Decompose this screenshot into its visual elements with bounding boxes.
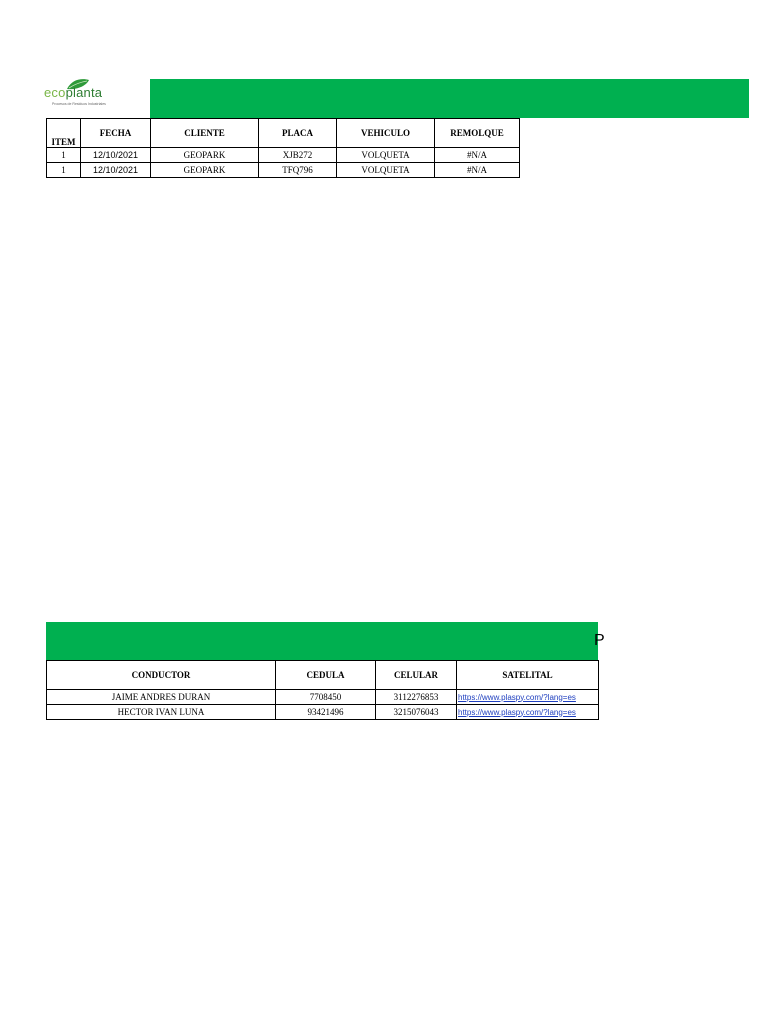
column-header: PLACA bbox=[259, 119, 337, 148]
band-title-fragment: P bbox=[594, 632, 605, 649]
table-cell: GEOPARK bbox=[151, 148, 259, 163]
table-cell: VOLQUETA bbox=[337, 148, 435, 163]
column-header: CONDUCTOR bbox=[47, 661, 276, 690]
table-cell: 93421496 bbox=[276, 705, 376, 720]
table-row bbox=[47, 148, 520, 163]
table-cell: VOLQUETA bbox=[337, 163, 435, 178]
table-cell: 3112276853 bbox=[376, 690, 457, 705]
table-cell: 3215076043 bbox=[376, 705, 457, 720]
table-cell: 1 bbox=[47, 148, 81, 163]
column-header: CLIENTE bbox=[151, 119, 259, 148]
column-header: FECHA bbox=[81, 119, 151, 148]
table-cell: XJB272 bbox=[259, 148, 337, 163]
satellite-link[interactable]: https://www.plaspy.com/?lang=es bbox=[457, 705, 599, 720]
table-cell: JAIME ANDRES DURAN bbox=[47, 690, 276, 705]
table-cell: 7708450 bbox=[276, 690, 376, 705]
table-row bbox=[47, 705, 599, 720]
table-cell: #N/A bbox=[435, 163, 520, 178]
logo-tagline: Procesos de Residuos Industriales bbox=[52, 102, 106, 106]
column-header: ITEM bbox=[47, 119, 81, 148]
column-header: REMOLQUE bbox=[435, 119, 520, 148]
table-cell: HECTOR IVAN LUNA bbox=[47, 705, 276, 720]
table-row bbox=[47, 690, 599, 705]
table-cell: #N/A bbox=[435, 148, 520, 163]
table-cell: 12/10/2021 bbox=[81, 148, 151, 163]
column-header: CELULAR bbox=[376, 661, 457, 690]
column-header: CEDULA bbox=[276, 661, 376, 690]
ecoplanta-logo bbox=[40, 76, 140, 116]
satellite-link[interactable]: https://www.plaspy.com/?lang=es bbox=[457, 690, 599, 705]
column-header: SATELITAL bbox=[457, 661, 599, 690]
table-header-row bbox=[47, 119, 520, 148]
header-band bbox=[150, 79, 749, 118]
table-cell: 1 bbox=[47, 163, 81, 178]
table-row bbox=[47, 163, 520, 178]
section-band bbox=[46, 622, 605, 661]
logo-wordmark: ecoplanta bbox=[44, 85, 103, 100]
table-cell: 12/10/2021 bbox=[81, 163, 151, 178]
driver-table bbox=[46, 660, 599, 720]
table-header-row bbox=[47, 661, 599, 690]
table-cell: TFQ796 bbox=[259, 163, 337, 178]
table-cell: GEOPARK bbox=[151, 163, 259, 178]
trip-table bbox=[46, 118, 520, 178]
column-header: VEHICULO bbox=[337, 119, 435, 148]
